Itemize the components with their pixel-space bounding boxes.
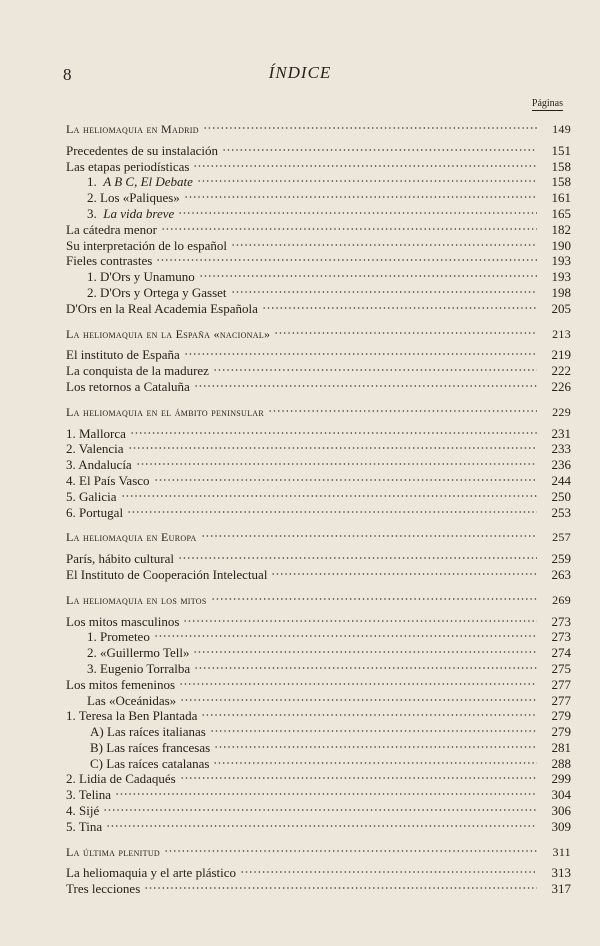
toc-entry-page: 281 bbox=[551, 739, 571, 755]
toc-entry-title: La conquista de la madurez bbox=[66, 363, 209, 379]
dot-leader bbox=[214, 745, 537, 749]
toc-entry-title: 5. Galicia bbox=[66, 488, 117, 504]
toc-entry-title: La última plenitud bbox=[66, 844, 160, 859]
toc-entry bbox=[66, 803, 571, 819]
toc-entry bbox=[66, 174, 571, 190]
toc-entry-page: 263 bbox=[551, 566, 571, 582]
toc-entry-page: 277 bbox=[551, 692, 571, 708]
toc-entry-title: Los mitos masculinos bbox=[66, 613, 180, 629]
pages-column-header: Páginas bbox=[531, 98, 563, 109]
toc-entry bbox=[66, 426, 571, 442]
dot-leader bbox=[193, 650, 537, 654]
dot-leader bbox=[199, 274, 537, 278]
toc-entry-title: 2. Los «Paliques» bbox=[87, 190, 180, 206]
toc-entry-title: Fieles contrastes bbox=[66, 253, 153, 269]
toc-entry-title: 3. Eugenio Torralba bbox=[87, 660, 191, 676]
toc-entry bbox=[66, 771, 571, 787]
toc-entry bbox=[66, 457, 571, 473]
dot-leader bbox=[106, 824, 537, 828]
toc-entry bbox=[66, 285, 571, 301]
toc-entry-title: El instituto de España bbox=[66, 347, 180, 363]
toc-entry-page: 317 bbox=[551, 881, 571, 897]
toc-entry-page: 182 bbox=[551, 221, 571, 237]
page-number: 8 bbox=[63, 65, 72, 84]
dot-leader bbox=[211, 597, 537, 601]
dot-leader bbox=[103, 808, 537, 812]
dot-leader bbox=[203, 126, 537, 130]
toc-entry bbox=[66, 881, 571, 897]
toc-entry-title: La heliomaquia y el arte plástico bbox=[66, 865, 237, 881]
toc-entry-title: 4. Sijé bbox=[66, 803, 100, 819]
toc-entry bbox=[66, 301, 571, 317]
toc-entry-title: 6. Portugal bbox=[66, 504, 124, 520]
toc-entry-page: 205 bbox=[551, 300, 571, 316]
toc-entry-page: 273 bbox=[551, 613, 571, 629]
dot-leader bbox=[240, 870, 537, 874]
toc-entry bbox=[66, 505, 571, 521]
toc-entry-page: 259 bbox=[551, 551, 571, 567]
dot-leader bbox=[201, 534, 537, 538]
toc-entry-page: 193 bbox=[551, 269, 571, 285]
toc-entry bbox=[66, 190, 571, 206]
toc-entry bbox=[66, 614, 571, 630]
toc-entry bbox=[66, 159, 571, 175]
dot-leader bbox=[197, 179, 537, 183]
dot-leader bbox=[178, 556, 537, 560]
toc-entry-page: 213 bbox=[552, 326, 571, 341]
toc-entry-page: 275 bbox=[551, 660, 571, 676]
toc-entry bbox=[66, 661, 571, 677]
toc-entry-title: 3. Telina bbox=[66, 787, 112, 803]
dot-leader bbox=[156, 258, 537, 262]
dot-leader bbox=[127, 510, 537, 514]
dot-leader bbox=[184, 352, 537, 356]
toc-entry-page: 279 bbox=[551, 708, 571, 724]
toc-entry bbox=[66, 379, 571, 395]
toc-section-entry bbox=[66, 122, 571, 138]
toc-entry-title: París, hábito cultural bbox=[66, 551, 174, 567]
toc-entry-title: La heliomaquia en Madrid bbox=[66, 122, 199, 136]
toc-entry-title: Las etapas periodísticas bbox=[66, 158, 190, 174]
dot-leader bbox=[144, 886, 537, 890]
toc-entry-title: 1. D'Ors y Unamuno bbox=[87, 269, 195, 285]
dot-leader bbox=[268, 409, 537, 413]
toc-entry bbox=[66, 567, 571, 583]
toc-entry-page: 304 bbox=[551, 787, 571, 803]
dot-leader bbox=[154, 478, 537, 482]
toc-entry bbox=[66, 143, 571, 159]
toc-entry-page: 257 bbox=[552, 530, 571, 545]
dot-leader bbox=[184, 195, 537, 199]
toc-entry-page: 222 bbox=[551, 363, 571, 379]
toc-entry-title: 1. A B C, El Debate bbox=[87, 174, 193, 190]
toc-entry-page: 250 bbox=[551, 488, 571, 504]
toc-entry-page: 306 bbox=[551, 803, 571, 819]
toc-entry bbox=[66, 677, 571, 693]
toc-entry-page: 151 bbox=[551, 142, 571, 158]
toc-entry-title: El Instituto de Cooperación Intelectual bbox=[66, 566, 268, 582]
toc-entry-page: 269 bbox=[552, 592, 571, 607]
toc-entry bbox=[66, 473, 571, 489]
toc-entry-title: B) Las raíces francesas bbox=[90, 739, 211, 755]
table-of-contents bbox=[66, 122, 571, 897]
toc-entry-title: La cátedra menor bbox=[66, 221, 157, 237]
toc-entry-page: 288 bbox=[551, 755, 571, 771]
toc-section-entry bbox=[66, 845, 571, 861]
dot-leader bbox=[194, 384, 537, 388]
toc-section-entry bbox=[66, 327, 571, 343]
toc-entry-title: 3. Andalucía bbox=[66, 457, 132, 473]
toc-entry-title: D'Ors en la Real Academia Española bbox=[66, 300, 258, 316]
toc-entry-title: 4. El País Vasco bbox=[66, 472, 150, 488]
toc-entry-title: A) Las raíces italianas bbox=[90, 724, 206, 740]
dot-leader bbox=[128, 446, 537, 450]
toc-entry-page: 161 bbox=[551, 190, 571, 206]
toc-entry-page: 158 bbox=[551, 158, 571, 174]
toc-entry bbox=[66, 756, 571, 772]
dot-leader bbox=[121, 494, 537, 498]
toc-entry bbox=[66, 819, 571, 835]
toc-entry-page: 165 bbox=[551, 205, 571, 221]
toc-entry-page: 233 bbox=[551, 441, 571, 457]
toc-entry-title: La heliomaquia en Europa bbox=[66, 530, 197, 545]
toc-entry-page: 279 bbox=[551, 724, 571, 740]
toc-entry-title: Tres lecciones bbox=[66, 881, 141, 897]
toc-entry-title: Su interpretación de lo español bbox=[66, 237, 228, 253]
dot-leader bbox=[222, 148, 537, 152]
toc-entry-page: 313 bbox=[551, 865, 571, 881]
toc-entry-page: 253 bbox=[551, 504, 571, 520]
toc-entry-page: 273 bbox=[551, 629, 571, 645]
toc-section-entry bbox=[66, 593, 571, 609]
toc-entry-title: 3. La vida breve bbox=[87, 205, 175, 221]
dot-leader bbox=[194, 666, 537, 670]
dot-leader bbox=[231, 243, 537, 247]
dot-leader bbox=[164, 849, 537, 853]
toc-entry-title: 1. Teresa la Ben Plantada bbox=[66, 708, 198, 724]
dot-leader bbox=[154, 634, 537, 638]
toc-entry bbox=[66, 253, 571, 269]
dot-leader bbox=[274, 331, 537, 335]
toc-entry bbox=[66, 222, 571, 238]
toc-section-entry bbox=[66, 530, 571, 546]
dot-leader bbox=[262, 306, 537, 310]
toc-entry-title: Los retornos a Cataluña bbox=[66, 378, 190, 394]
toc-entry-page: 158 bbox=[551, 174, 571, 190]
toc-entry-title: La heliomaquia en el ámbito peninsular bbox=[66, 404, 265, 419]
dot-leader bbox=[193, 164, 537, 168]
toc-entry bbox=[66, 740, 571, 756]
toc-section-entry bbox=[66, 405, 571, 421]
dot-leader bbox=[136, 462, 537, 466]
dot-leader bbox=[213, 368, 537, 372]
dot-leader bbox=[130, 431, 537, 435]
toc-entry-page: 309 bbox=[551, 818, 571, 834]
dot-leader bbox=[231, 290, 537, 294]
toc-entry-title: Los mitos femeninos bbox=[66, 676, 176, 692]
toc-entry bbox=[66, 708, 571, 724]
toc-entry-title: 2. Lidia de Cadaqués bbox=[66, 771, 176, 787]
toc-entry-title: 2. D'Ors y Ortega y Gasset bbox=[87, 284, 227, 300]
toc-entry-page: 244 bbox=[551, 472, 571, 488]
toc-entry-title: 5. Tina bbox=[66, 818, 103, 834]
dot-leader bbox=[180, 698, 537, 702]
dot-leader bbox=[213, 761, 537, 765]
toc-entry-page: 229 bbox=[552, 404, 571, 419]
toc-entry-title: La heliomaquia en los mitos bbox=[66, 592, 207, 607]
toc-entry bbox=[66, 206, 571, 222]
toc-entry-title: 2. Valencia bbox=[66, 441, 124, 457]
toc-entry-page: 277 bbox=[551, 676, 571, 692]
toc-entry-title: Las «Oceánidas» bbox=[87, 692, 177, 708]
toc-entry bbox=[66, 238, 571, 254]
toc-entry bbox=[66, 441, 571, 457]
dot-leader bbox=[161, 227, 537, 231]
toc-entry bbox=[66, 865, 571, 881]
toc-entry-title: 1. Mallorca bbox=[66, 425, 126, 441]
dot-leader bbox=[179, 682, 537, 686]
toc-entry-page: 231 bbox=[551, 425, 571, 441]
toc-entry-page: 311 bbox=[552, 844, 571, 859]
dot-leader bbox=[271, 572, 537, 576]
toc-entry bbox=[66, 551, 571, 567]
toc-entry bbox=[66, 693, 571, 709]
dot-leader bbox=[183, 619, 537, 623]
toc-entry-title: 1. Prometeo bbox=[87, 629, 150, 645]
toc-entry-page: 226 bbox=[551, 378, 571, 394]
toc-entry bbox=[66, 629, 571, 645]
toc-entry-page: 198 bbox=[551, 284, 571, 300]
toc-entry bbox=[66, 645, 571, 661]
toc-entry-page: 193 bbox=[551, 253, 571, 269]
toc-entry-page: 236 bbox=[551, 457, 571, 473]
dot-leader bbox=[180, 776, 537, 780]
toc-entry-title: Precedentes de su instalación bbox=[66, 142, 218, 158]
toc-entry-title: La heliomaquia en la España «nacional» bbox=[66, 326, 271, 341]
toc-entry bbox=[66, 489, 571, 505]
toc-entry-page: 149 bbox=[552, 122, 571, 136]
toc-entry bbox=[66, 787, 571, 803]
toc-entry bbox=[66, 724, 571, 740]
toc-entry-title: 2. «Guillermo Tell» bbox=[87, 645, 190, 661]
toc-entry bbox=[66, 269, 571, 285]
page-title: ÍNDICE bbox=[268, 63, 332, 82]
toc-entry-page: 299 bbox=[551, 771, 571, 787]
toc-entry-page: 274 bbox=[551, 645, 571, 661]
dot-leader bbox=[115, 792, 537, 796]
dot-leader bbox=[201, 713, 537, 717]
toc-entry bbox=[66, 363, 571, 379]
toc-entry-page: 190 bbox=[551, 237, 571, 253]
toc-entry bbox=[66, 347, 571, 363]
toc-entry-title: C) Las raíces catalanas bbox=[90, 755, 210, 771]
dot-leader bbox=[210, 729, 537, 733]
dot-leader bbox=[178, 211, 537, 215]
toc-entry-page: 219 bbox=[551, 347, 571, 363]
